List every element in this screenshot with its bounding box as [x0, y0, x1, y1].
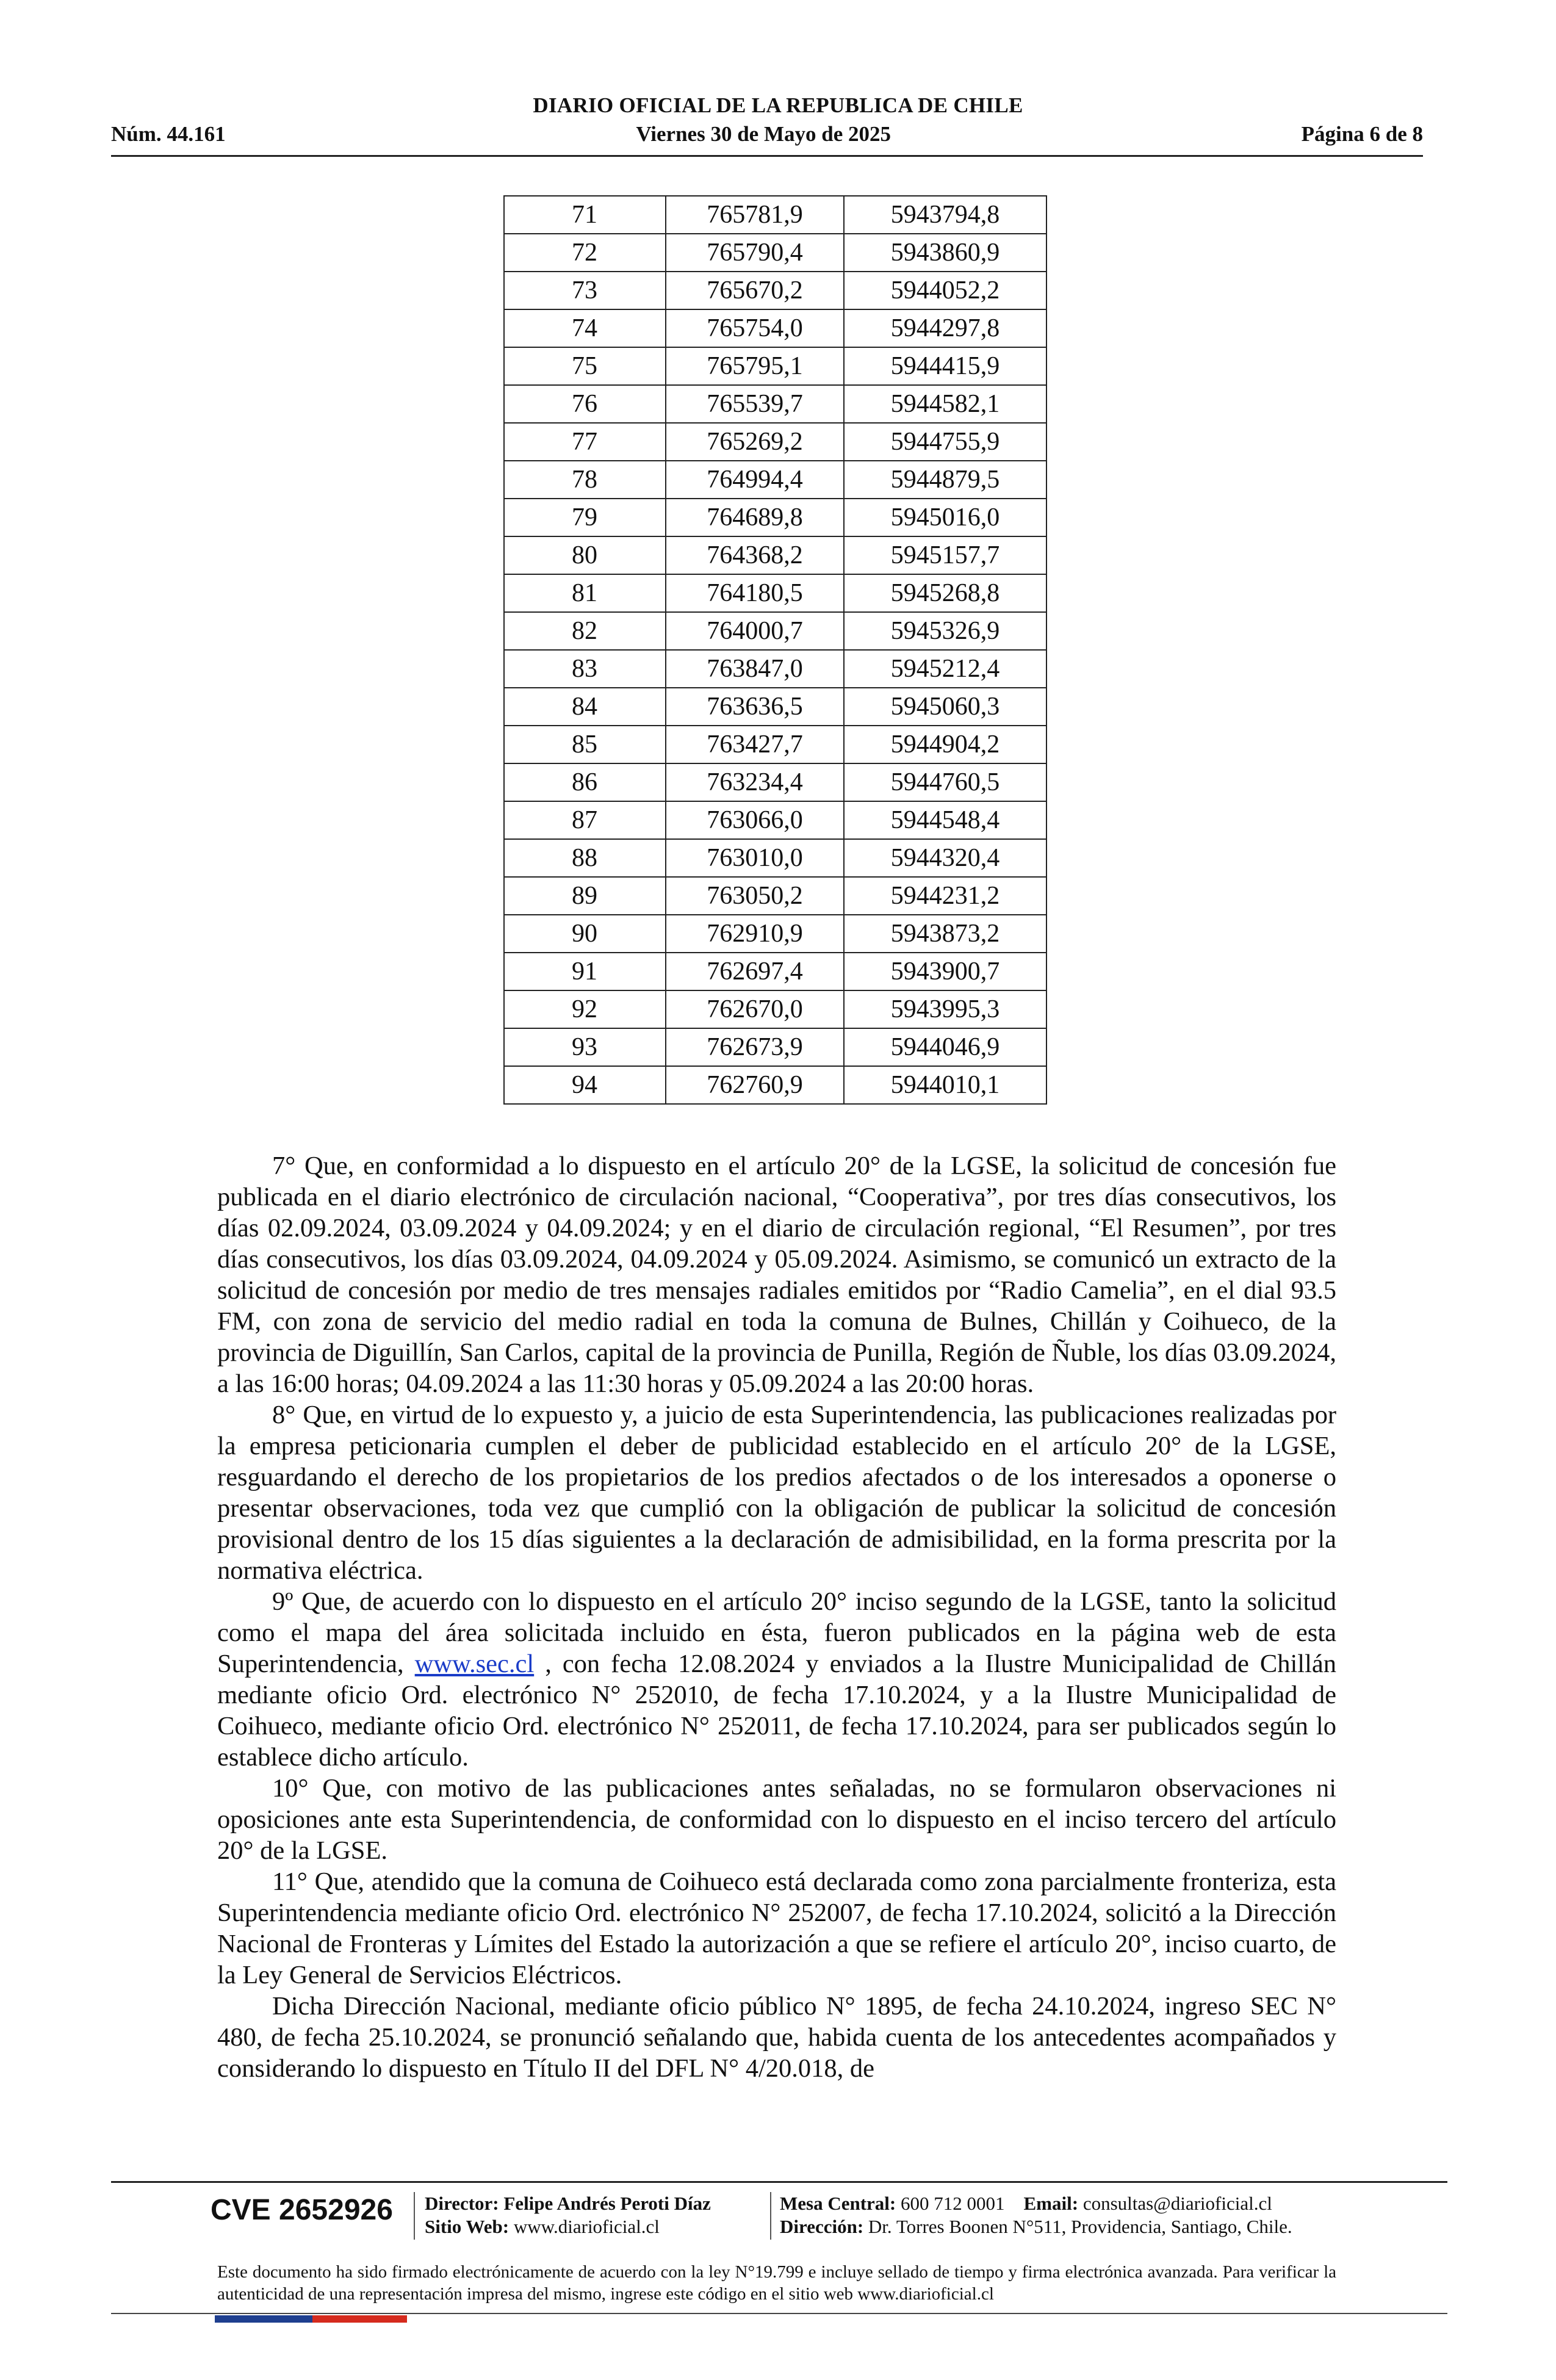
vertex-number-cell: 81 [504, 574, 666, 612]
vertex-number-cell: 86 [504, 763, 666, 801]
table-row [504, 1066, 1046, 1104]
coordinate-north-cell: 5944010,1 [844, 1066, 1046, 1104]
table-row [504, 1028, 1046, 1066]
vertex-number-cell: 79 [504, 499, 666, 536]
vertex-number-cell: 85 [504, 726, 666, 763]
coordinate-north-cell: 5943995,3 [844, 990, 1046, 1028]
vertex-number-cell: 77 [504, 423, 666, 461]
table-row [504, 461, 1046, 499]
coordinate-north-cell: 5945060,3 [844, 688, 1046, 726]
vertex-number-cell: 73 [504, 272, 666, 309]
table-row [504, 650, 1046, 688]
coordinate-east-cell: 762910,9 [666, 915, 844, 953]
coordinate-east-cell: 764000,7 [666, 612, 844, 650]
footer-separator [414, 2192, 415, 2240]
table-row [504, 726, 1046, 763]
director-name: Felipe Andrés Peroti Díaz [503, 2193, 711, 2214]
coordinate-east-cell: 763010,0 [666, 839, 844, 877]
newspaper-title: DIARIO OFICIAL DE LA REPUBLICA DE CHILE [533, 93, 1023, 117]
coordinate-north-cell: 5944760,5 [844, 763, 1046, 801]
site-value[interactable]: www.diarioficial.cl [513, 2216, 660, 2237]
coordinate-north-cell: 5943860,9 [844, 234, 1046, 272]
vertex-number-cell: 89 [504, 877, 666, 915]
coordinate-north-cell: 5944904,2 [844, 726, 1046, 763]
vertex-number-cell: 87 [504, 801, 666, 839]
coordinate-east-cell: 765754,0 [666, 309, 844, 347]
coordinate-north-cell: 5944415,9 [844, 347, 1046, 385]
coordinate-north-cell: 5945326,9 [844, 612, 1046, 650]
vertex-number-cell: 74 [504, 309, 666, 347]
coordinate-east-cell: 763636,5 [666, 688, 844, 726]
table-row [504, 574, 1046, 612]
paragraph-12: Dicha Dirección Nacional, mediante oficio público N° 1895, de fecha 24.10.2024, ingreso SEC N° 480, de fecha 25.10.2024, se pronunció señalando que, habida cuenta de los antecedentes acompañados y considerando lo dispuesto en Título II del DFL N° 4/20.018, de [217, 1992, 1336, 2083]
coordinate-north-cell: 5945268,8 [844, 574, 1046, 612]
coordinate-north-cell: 5944548,4 [844, 801, 1046, 839]
footer-separator [770, 2192, 771, 2240]
vertex-number-cell: 90 [504, 915, 666, 953]
coordinate-east-cell: 765670,2 [666, 272, 844, 309]
vertex-number-cell: 83 [504, 650, 666, 688]
coordinate-east-cell: 765781,9 [666, 196, 844, 234]
coordinate-north-cell: 5944231,2 [844, 877, 1046, 915]
paragraph-9 [217, 1586, 1336, 1773]
coordinate-north-cell: 5945212,4 [844, 650, 1046, 688]
coordinate-east-cell: 763234,4 [666, 763, 844, 801]
coordinates-table [503, 195, 1047, 1105]
coordinate-east-cell: 765795,1 [666, 347, 844, 385]
coordinate-north-cell: 5944052,2 [844, 272, 1046, 309]
coordinate-north-cell: 5944879,5 [844, 461, 1046, 499]
signature-disclaimer: Este documento ha sido firmado electrónicamente de acuerdo con la ley N°19.799 e incluye sellado de tiempo y firma electrónica avanzada. Para verificar la autenticidad de una representación impresa del mismo, ingrese este código en el sitio web www.diarioficial.cl [217, 2262, 1336, 2304]
coordinate-north-cell: 5944755,9 [844, 423, 1046, 461]
coordinate-east-cell: 764689,8 [666, 499, 844, 536]
table-row [504, 272, 1046, 309]
address-value: Dr. Torres Boonen N°511, Providencia, Santiago, Chile. [868, 2216, 1292, 2237]
coordinate-east-cell: 762760,9 [666, 1066, 844, 1104]
vertex-number-cell: 80 [504, 536, 666, 574]
coordinate-east-cell: 763066,0 [666, 801, 844, 839]
paragraph-10: 10° Que, con motivo de las publicaciones antes señaladas, no se formularon observaciones ni oposiciones ante esta Superintendencia, de conformidad con lo dispuesto en el inciso tercero del artículo 20° de la LGSE. [217, 1774, 1336, 1865]
flag-stripe-blue [215, 2315, 312, 2323]
flag-stripe-red [312, 2315, 407, 2323]
coordinate-east-cell: 764994,4 [666, 461, 844, 499]
coordinate-north-cell: 5945016,0 [844, 499, 1046, 536]
footer-divider [111, 2181, 1447, 2183]
table-row [504, 953, 1046, 990]
vertex-number-cell: 88 [504, 839, 666, 877]
table-row [504, 688, 1046, 726]
vertex-number-cell: 75 [504, 347, 666, 385]
table-row [504, 763, 1046, 801]
coordinate-east-cell: 765539,7 [666, 385, 844, 423]
phone-label: Mesa Central: [780, 2193, 896, 2214]
table-row [504, 801, 1046, 839]
coordinate-east-cell: 763427,7 [666, 726, 844, 763]
table-row [504, 347, 1046, 385]
coordinates-table-body [504, 196, 1046, 1104]
footer-bottom-divider [111, 2313, 1447, 2314]
table-row [504, 309, 1046, 347]
coordinate-north-cell: 5944297,8 [844, 309, 1046, 347]
paragraph-11: 11° Que, atendido que la comuna de Coihueco está declarada como zona parcialmente fronteriza, esta Superintendencia mediante oficio Ord. electrónico N° 252007, de fecha 17.10.2024, solicitó a la Dirección Nacional de Fronteras y Límites del Estado la autorización a que se refiere el artículo 20°, inciso cuarto, de la Ley General de Servicios Eléctricos. [217, 1867, 1336, 1989]
coordinate-north-cell: 5943900,7 [844, 953, 1046, 990]
paragraph-8: 8° Que, en virtud de lo expuesto y, a juicio de esta Superintendencia, las publicaciones realizadas por la empresa peticionaria cumplen el deber de publicidad establecido en el artículo 20° de la LGSE, resguardando el derecho de los propietarios de los predios afectados o de los interesados a oponerse o presentar observaciones, toda vez que cumplió con la obligación de publicar la solicitud de concesión provisional dentro de los 15 días siguientes a la declaración de admisibilidad, en la forma prescrita por la normativa eléctrica. [217, 1401, 1336, 1585]
director-label: Director: [425, 2193, 499, 2214]
coordinate-east-cell: 762697,4 [666, 953, 844, 990]
table-row [504, 499, 1046, 536]
table-row [504, 612, 1046, 650]
phone-value: 600 712 0001 [901, 2193, 1005, 2214]
cve-code: CVE 2652926 [211, 2194, 393, 2226]
coordinate-east-cell: 764368,2 [666, 536, 844, 574]
document-body [217, 1150, 1336, 2084]
table-row [504, 234, 1046, 272]
footer-contact-block [780, 2192, 1292, 2238]
vertex-number-cell: 92 [504, 990, 666, 1028]
table-row [504, 877, 1046, 915]
coordinate-east-cell: 763847,0 [666, 650, 844, 688]
vertex-number-cell: 78 [504, 461, 666, 499]
coordinate-north-cell: 5944582,1 [844, 385, 1046, 423]
coordinate-north-cell: 5944046,9 [844, 1028, 1046, 1066]
vertex-number-cell: 84 [504, 688, 666, 726]
coordinate-north-cell: 5944320,4 [844, 839, 1046, 877]
vertex-number-cell: 93 [504, 1028, 666, 1066]
site-label: Sitio Web: [425, 2216, 510, 2237]
paragraph-9-text: 9º Que, de acuerdo con lo dispuesto en el artículo 20° inciso segundo de la LGSE, tanto la solicitud como el mapa del área solicitada incluido en ésta, fueron publicados en la página web de esta Superintendencia, [217, 1587, 1336, 1678]
address-label: Dirección: [780, 2216, 864, 2237]
issue-number: Núm. 44.161 [111, 122, 226, 146]
coordinate-north-cell: 5945157,7 [844, 536, 1046, 574]
email-value[interactable]: consultas@diarioficial.cl [1082, 2193, 1272, 2214]
email-label: Email: [1023, 2193, 1079, 2214]
table-row [504, 839, 1046, 877]
coordinate-east-cell: 763050,2 [666, 877, 844, 915]
header-row [111, 122, 1423, 146]
coordinate-north-cell: 5943873,2 [844, 915, 1046, 953]
paragraph-7: 7° Que, en conformidad a lo dispuesto en el artículo 20° de la LGSE, la solicitud de concesión fue publicada en el diario electrónico de circulación nacional, “Cooperativa”, por tres días consecutivos, los días 02.09.2024, 03.09.2024 y 04.09.2024; y en el diario de circulación regional, “El Resumen”, por tres días consecutivos, los días 03.09.2024, 04.09.2024 y 05.09.2024. Asimismo, se comunicó un extracto de la solicitud de concesión por medio de tres mensajes radiales emitidos por “Radio Camelia”, en el dial 93.5 FM, con zona de servicio del medio radial en toda la comuna de Bulnes, Chillán y Coihueco, de la provincia de Diguillín, San Carlos, capital de la provincia de Punilla, Región de Ñuble, los días 03.09.2024, a las 16:00 horas; 04.09.2024 a las 11:30 horas y 05.09.2024 a las 20:00 horas. [217, 1152, 1336, 1398]
issue-date: Viernes 30 de Mayo de 2025 [636, 122, 891, 146]
vertex-number-cell: 91 [504, 953, 666, 990]
vertex-number-cell: 71 [504, 196, 666, 234]
table-row [504, 385, 1046, 423]
vertex-number-cell: 76 [504, 385, 666, 423]
footer-director-block [425, 2192, 711, 2238]
table-row [504, 915, 1046, 953]
page-number: Página 6 de 8 [1301, 122, 1423, 146]
vertex-number-cell: 94 [504, 1066, 666, 1104]
table-row [504, 536, 1046, 574]
table-row [504, 196, 1046, 234]
header-divider [111, 155, 1423, 157]
coordinate-east-cell: 764180,5 [666, 574, 844, 612]
vertex-number-cell: 72 [504, 234, 666, 272]
vertex-number-cell: 82 [504, 612, 666, 650]
coordinate-east-cell: 762673,9 [666, 1028, 844, 1066]
table-row [504, 423, 1046, 461]
coordinate-east-cell: 765269,2 [666, 423, 844, 461]
coordinate-east-cell: 762670,0 [666, 990, 844, 1028]
coordinate-north-cell: 5943794,8 [844, 196, 1046, 234]
table-row [504, 990, 1046, 1028]
sec-website-link[interactable]: www.sec.cl [414, 1650, 535, 1678]
coordinate-east-cell: 765790,4 [666, 234, 844, 272]
paragraph-9-text-cont: , con fecha 12.08.2024 y enviados a la Ilustre Municipalidad de Chillán mediante oficio Ord. electrónico N° 252010, de fecha 17.10.2024, y a la Ilustre Municipalidad de Coihueco, mediante oficio Ord. electrónico N° 252011, de fecha 17.10.2024, para ser publicados según lo establece dicho artículo. [217, 1650, 1337, 1772]
